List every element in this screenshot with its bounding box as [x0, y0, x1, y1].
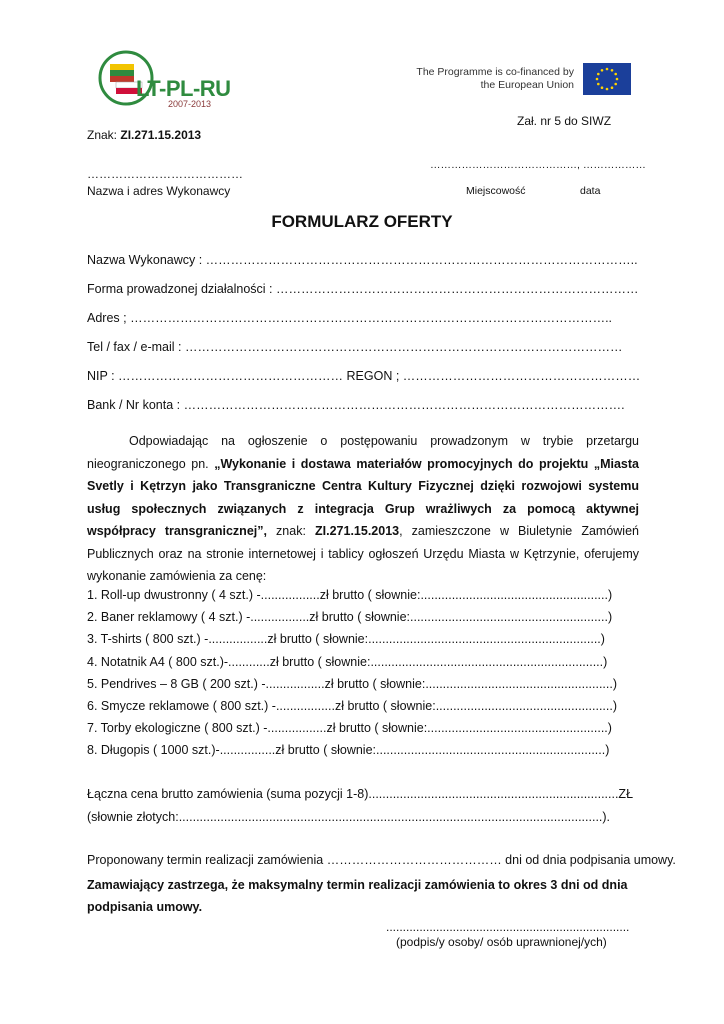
page-title: FORMULARZ OFERTY — [271, 212, 453, 231]
offer-paragraph — [87, 430, 639, 588]
signature-label: (podpis/y osoby/ osób uprawnionej/ych) — [396, 935, 607, 949]
field-contact: Tel / fax / e-mail : …………………………………………………………………………………………… — [87, 340, 623, 354]
field-business-form: Forma prowadzonej działalności : …………………………………………………………………………… — [87, 282, 639, 296]
para-part-1: Odpowiadając na ogłoszenie o postępowaniu prowadzonym w trybie przetargu nieograniczonego pn. — [87, 434, 639, 471]
list-item: 1. Roll-up dwustronny ( 4 szt.) -.................zł brutto ( słownie:......................................................) — [87, 588, 613, 602]
contractor-label: Nazwa i adres Wykonawcy — [87, 184, 231, 198]
list-item: 4. Notatnik A4 ( 800 szt.)-............zł brutto ( słownie:...................................................................) — [87, 655, 608, 669]
reference-sign — [87, 128, 201, 142]
eu-flag-icon — [583, 63, 631, 95]
reference-label: Znak: — [87, 128, 118, 142]
contractor-dots: ………………………………… — [87, 167, 243, 181]
list-item: 2. Baner reklamowy ( 4 szt.) -.................zł brutto ( słownie:.........................................................) — [87, 610, 613, 624]
total-price-line: Łączna cena brutto zamówienia (suma pozycji 1-8)........................................................................ZŁ — [87, 787, 634, 801]
list-item: 8. Długopis ( 1000 szt.)-................zł brutto ( słownie:..................................................................) — [87, 743, 610, 757]
total-price-words: (słownie złotych:..........................................................................................................................). — [87, 810, 611, 824]
list-item: 5. Pendrives – 8 GB ( 200 szt.) -.................zł brutto ( słownie:......................................................) — [87, 677, 618, 691]
para-part-3: znak: — [276, 524, 306, 538]
signature-dots: ......................................................................... — [386, 920, 630, 934]
field-nip-regon: NIP : ……………………………………………… REGON ; ………………………………………………… — [87, 369, 641, 383]
para-reference: ZI.271.15.2013 — [315, 524, 400, 538]
place-label: Miejscowość — [466, 185, 526, 197]
date-label: data — [580, 185, 601, 197]
reference-value: ZI.271.15.2013 — [120, 128, 202, 142]
list-item: 3. T-shirts ( 800 szt.) -.................zł brutto ( słownie:...................................................................) — [87, 632, 605, 646]
para-part-5: , zamieszczone w Biuletynie Zamówień Publicznych oraz na stronie internetowej i tablicy ogłoszeń Urzędu Miasta w Kętrzynie, oferujemy wykonanie zamówienia za cenę: — [87, 524, 639, 583]
logo-years: 2007-2013 — [168, 99, 212, 109]
program-logo — [96, 48, 246, 110]
eu-cofinancing-text: The Programme is co-financed by the European Union — [416, 66, 574, 91]
reserve-notice: Zamawiający zastrzega, że maksymalny termin realizacji zamówienia to okres 3 dni od dnia podpisania umowy. — [87, 878, 628, 914]
para-project-title: „Wykonanie i dostawa materiałów promocyjnych do projektu „Miasta Svetly i Kętrzyn jako Transgraniczne Centra Kultury Fizycznej dzięki rozwojowi systemu usług społecznych związanych z integracja Grup wrażliwych za pomocą aktywnej współpracy transgranicznej”, — [87, 456, 640, 538]
place-date-dots: ……………………………………, ……………… — [430, 159, 646, 171]
attachment-note: Zał. nr 5 do SIWZ — [517, 114, 612, 128]
field-bank-account: Bank / Nr konta : ……………………………………………………………………………………………. — [87, 398, 625, 412]
list-item: 6. Smycze reklamowe ( 800 szt.) -.................zł brutto ( słownie:...................................................) — [87, 699, 617, 713]
deadline-line: Proponowany termin realizacji zamówienia …………………………………… dni od dnia podpisania umowy. — [87, 853, 676, 867]
list-item: 7. Torby ekologiczne ( 800 szt.) -.................zł brutto ( słownie:....................................................) — [87, 721, 612, 735]
field-contractor-name: Nazwa Wykonawcy : ………………………………………………………………………………………….. — [87, 253, 638, 267]
field-address: Adres ; …………………………………………………………………………………………………….. — [87, 311, 613, 325]
logo-text: LT-PL-RU — [136, 76, 231, 101]
